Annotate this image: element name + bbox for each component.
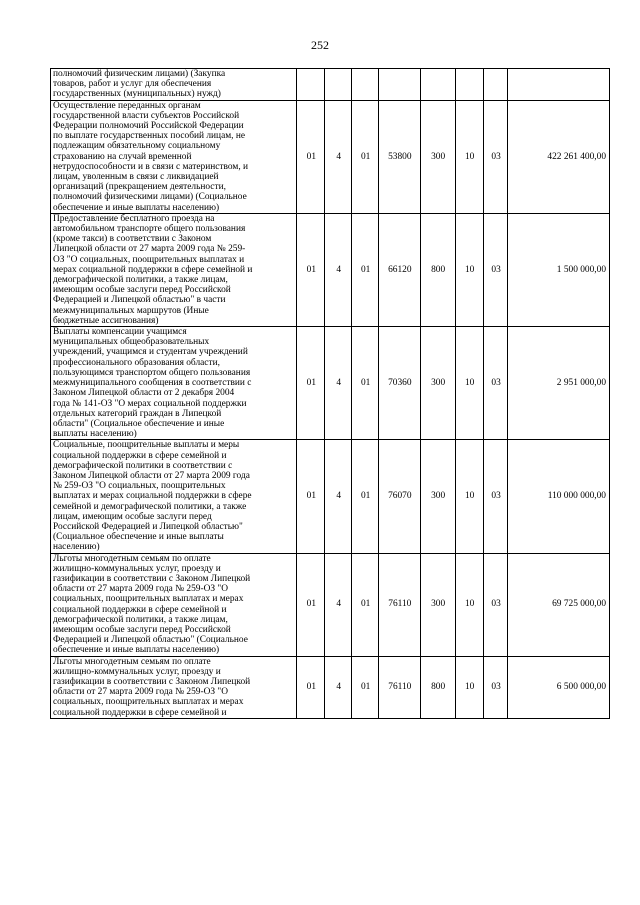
description-line: обеспечение и иные выплаты населению) (53, 645, 220, 656)
description-line: нетрудоспособности и в связи с материнством, и (53, 161, 249, 172)
description-line: полномочий физическим лицами) (Закупка (53, 69, 226, 79)
row-description (51, 213, 297, 326)
row-description (51, 327, 297, 440)
table-row (51, 553, 610, 656)
description-line: демографической политики в соответствии с (53, 460, 233, 471)
description-line: демографической политики, а также лицам, (53, 275, 228, 286)
description-line: социальной поддержки в сфере семейной и (53, 450, 227, 461)
direction-code: 76110 (379, 656, 420, 718)
subsection-code: 03 (483, 656, 508, 718)
program-code: 01 (297, 553, 325, 656)
description-line: № 259-ОЗ "О социальных, поощрительных (53, 481, 226, 492)
description-line: социальных, поощрительных выплатах и мерах (53, 697, 244, 708)
description-line: государственных (муниципальных) нужд) (53, 89, 221, 100)
table-row (51, 656, 610, 718)
subprogram-code (325, 69, 352, 101)
description-line: жилищно-коммунальных услуг, проезду и (53, 666, 221, 677)
expense-type-code: 800 (420, 213, 455, 326)
amount (508, 69, 610, 101)
subprogram-code: 4 (325, 440, 352, 553)
description-line: межмуниципального сообщения в соответствии с (53, 378, 252, 389)
description-line: года № 141-ОЗ "О мерах социальной поддержки (53, 398, 247, 409)
direction-code: 76070 (379, 440, 420, 553)
main-activity-code: 01 (352, 553, 379, 656)
row-description (51, 69, 297, 101)
subsection-code: 03 (483, 100, 508, 213)
description-line: организаций (прекращением деятельности, (53, 182, 226, 193)
description-line: муниципальных общеобразовательных (53, 337, 210, 348)
program-code: 01 (297, 100, 325, 213)
description-line: Льготы многодетным семьям по оплате (53, 553, 211, 564)
description-line: демографической политики, а также лицам, (53, 614, 228, 625)
main-activity-code: 01 (352, 440, 379, 553)
amount: 110 000 000,00 (508, 440, 610, 553)
amount: 1 500 000,00 (508, 213, 610, 326)
description-line: мерах социальной поддержки в сфере семейной и (53, 264, 253, 275)
section-code: 10 (455, 553, 483, 656)
program-code: 01 (297, 327, 325, 440)
direction-code: 53800 (379, 100, 420, 213)
main-activity-code: 01 (352, 100, 379, 213)
description-line: области" (Социальное обеспечение и иные (53, 418, 225, 429)
row-description (51, 553, 297, 656)
description-line: Федерацией и Липецкой областью" в части (53, 295, 226, 306)
description-line: по выплате государственных пособий лицам, не (53, 131, 246, 142)
description-line: (кроме такси) в соответствии с Законом (53, 234, 212, 245)
description-line: Федерации полномочий Российской Федерации (53, 121, 244, 132)
section-code: 10 (455, 213, 483, 326)
description-line: товаров, работ и услуг для обеспечения (53, 79, 212, 90)
description-line: газификации в соответствии с Законом Липецкой (53, 573, 251, 584)
main-activity-code: 01 (352, 327, 379, 440)
subprogram-code: 4 (325, 100, 352, 213)
description-line: (Социальное обеспечение и иные выплаты (53, 532, 224, 543)
amount: 422 261 400,00 (508, 100, 610, 213)
description-line: подлежащим обязательному социальному (53, 141, 221, 152)
description-line: газификации в соответствии с Законом Липецкой (53, 676, 251, 687)
amount: 2 951 000,00 (508, 327, 610, 440)
section-code: 10 (455, 100, 483, 213)
description-line: выплатах и мерах социальной поддержки в сфере (53, 491, 252, 502)
description-line: лицам, уволенным в связи с ликвидацией (53, 172, 219, 183)
budget-table (50, 68, 610, 719)
description-line: Выплаты компенсации учащимся (53, 327, 187, 338)
description-line: отдельных категорий граждан в Липецкой (53, 408, 222, 419)
description-line: выплаты населению) (53, 429, 137, 440)
direction-code (379, 69, 420, 101)
subsection-code: 03 (483, 440, 508, 553)
description-line: государственной власти субъектов Российской (53, 110, 240, 121)
direction-code: 70360 (379, 327, 420, 440)
description-line: автомобильном транспорте общего пользования (53, 224, 246, 235)
description-line: Законом Липецкой области от 27 марта 2009 года (53, 470, 250, 481)
description-line: социальной поддержки в сфере семейной и (53, 707, 227, 718)
subprogram-code: 4 (325, 553, 352, 656)
table-row (51, 100, 610, 213)
row-description (51, 656, 297, 718)
description-line: области от 27 марта 2009 года № 259-ОЗ "О (53, 584, 228, 595)
row-description (51, 100, 297, 213)
direction-code: 66120 (379, 213, 420, 326)
description-line: имеющим особые заслуги перед Российской (53, 285, 231, 296)
description-line: ОЗ "О социальных, поощрительных выплатах и (53, 254, 245, 265)
description-line: Законом Липецкой области от 2 декабря 2004 (53, 388, 235, 399)
subsection-code: 03 (483, 327, 508, 440)
description-line: обеспечение и иные выплаты населению) (53, 202, 220, 213)
description-line: социальных, поощрительных выплатах и мерах (53, 594, 244, 605)
table-body (51, 69, 610, 719)
description-line: межмуниципальных маршрутов (Иные (53, 305, 209, 316)
description-line: населению) (53, 542, 100, 553)
description-line: страхованию на случай временной (53, 151, 192, 162)
amount: 69 725 000,00 (508, 553, 610, 656)
expense-type-code: 800 (420, 656, 455, 718)
description-line: Осуществление переданных органам (53, 100, 201, 111)
page-number: 252 (311, 38, 329, 52)
table-row (51, 213, 610, 326)
subsection-code: 03 (483, 213, 508, 326)
description-line: Федерацией и Липецкой областью" (Социальное (53, 635, 248, 646)
program-code: 01 (297, 440, 325, 553)
expense-type-code: 300 (420, 440, 455, 553)
main-activity-code (352, 69, 379, 101)
description-line: профессионального образования области, (53, 357, 220, 368)
subsection-code: 03 (483, 553, 508, 656)
description-line: лицам, имеющим особые заслуги перед (53, 511, 212, 522)
row-description (51, 440, 297, 553)
description-line: пользующимся транспортом общего пользования (53, 367, 251, 378)
description-line: Липецкой области от 27 марта 2009 года № 259- (53, 244, 246, 255)
expense-type-code: 300 (420, 100, 455, 213)
description-line: полномочий физическими лицами) (Социальное (53, 192, 247, 203)
description-line: Российской Федерацией и Липецкой областью" (53, 521, 243, 532)
description-line: семейной и демографической политики, а также (53, 501, 247, 512)
section-code (455, 69, 483, 101)
description-line: бюджетные ассигнования) (53, 315, 159, 326)
section-code: 10 (455, 327, 483, 440)
description-line: области от 27 марта 2009 года № 259-ОЗ "О (53, 687, 228, 698)
description-line: жилищно-коммунальных услуг, проезду и (53, 563, 221, 574)
main-activity-code: 01 (352, 213, 379, 326)
table-row (51, 69, 610, 101)
description-line: Предоставление бесплатного проезда на (53, 213, 215, 224)
description-line: Социальные, поощрительные выплаты и меры (53, 440, 240, 451)
program-code: 01 (297, 213, 325, 326)
expense-type-code: 300 (420, 553, 455, 656)
amount: 6 500 000,00 (508, 656, 610, 718)
table-row (51, 440, 610, 553)
subprogram-code: 4 (325, 213, 352, 326)
section-code: 10 (455, 656, 483, 718)
description-line: Льготы многодетным семьям по оплате (53, 656, 211, 667)
description-line: имеющим особые заслуги перед Российской (53, 624, 231, 635)
table-row (51, 327, 610, 440)
subsection-code (483, 69, 508, 101)
direction-code: 76110 (379, 553, 420, 656)
subprogram-code: 4 (325, 327, 352, 440)
program-code (297, 69, 325, 101)
description-line: учреждений, учащимся и студентам учреждений (53, 347, 248, 358)
subprogram-code: 4 (325, 656, 352, 718)
description-line: социальной поддержки в сфере семейной и (53, 604, 227, 615)
expense-type-code: 300 (420, 327, 455, 440)
section-code: 10 (455, 440, 483, 553)
main-activity-code: 01 (352, 656, 379, 718)
program-code: 01 (297, 656, 325, 718)
expense-type-code (420, 69, 455, 101)
